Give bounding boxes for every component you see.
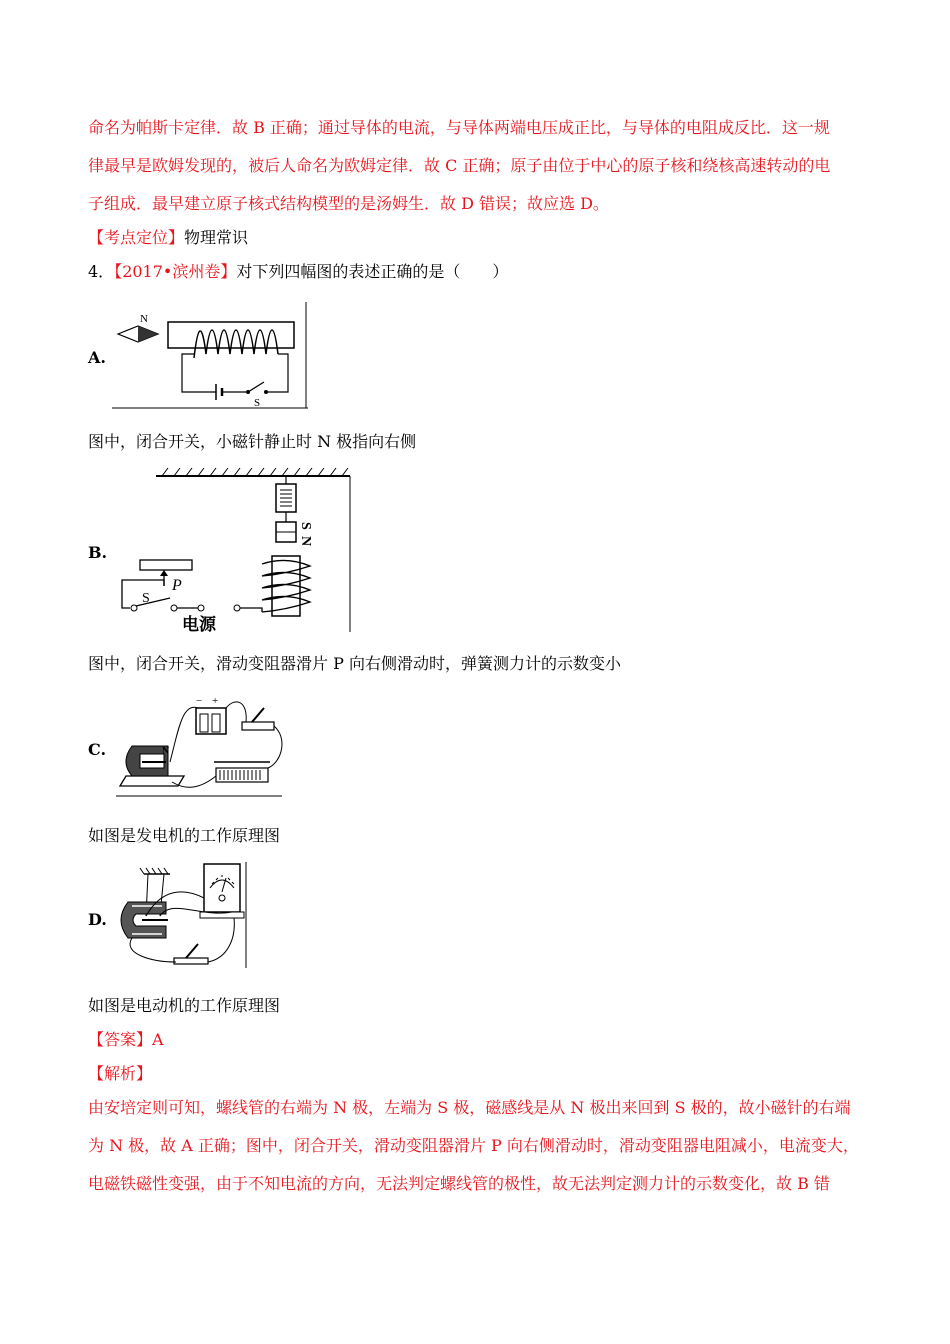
intro-explanation-line-3: 子组成．最早建立原子核式结构模型的是汤姆生．故 D 错误；故应选 D。 (88, 194, 609, 213)
switch-icon (174, 958, 208, 964)
battery-minus-label: − (196, 695, 203, 707)
switch-icon (248, 382, 264, 392)
option-a-figure (112, 298, 310, 410)
answer-line (88, 1030, 164, 1050)
answer-tag: 【答案】 (88, 1030, 153, 1049)
needle-n-label: N (140, 313, 148, 325)
option-d-figure (112, 858, 250, 970)
kaodian-tag: 【考点定位】 (88, 228, 185, 247)
analysis-line-3: 电磁铁磁性变强，由于不知电流的方向，无法判定螺线管的极性，故无法判定测力计的示数变化，故 B 错 (88, 1174, 830, 1193)
power-label: 电源 (182, 615, 216, 634)
option-d-label: D. (88, 910, 107, 929)
battery-plus-label: + (212, 695, 219, 707)
switch-label: S (142, 591, 150, 606)
kaodian-text: 物理常识 (184, 228, 249, 247)
magnet-base (120, 776, 184, 786)
switch-icon (242, 722, 274, 730)
kaodian-line (88, 228, 248, 248)
analysis-line-2: 为 N 极，故 A 正确；图中，闭合开关，滑动变阻器滑片 P 向右侧滑动时，滑动变阻器电阻减小，电流变大， (88, 1136, 859, 1155)
answer-value: A (152, 1030, 164, 1049)
analysis-line-1: 由安培定则可知，螺线管的右端为 N 极，左端为 S 极，磁感线是从 N 极出来回到 S 极的，故小磁针的右端 (88, 1098, 851, 1117)
analysis-tag: 【解析】 (88, 1064, 153, 1083)
power-terminal (234, 605, 240, 611)
option-b-figure (112, 464, 356, 634)
intro-explanation-line-2: 律最早是欧姆发现的，被后人命名为欧姆定律．故 C 正确；原子由位于中心的原子核和绕核高速转动的电 (88, 156, 831, 175)
magnet-s-label: S (298, 522, 313, 530)
magnet-n-label: N (298, 536, 313, 547)
power-terminal (198, 605, 204, 611)
option-c-caption: 如图是发电机的工作原理图 (88, 826, 281, 845)
magnet-n-label: N (162, 746, 170, 757)
option-c-label: C. (88, 740, 107, 759)
intro-explanation-line-1: 命名为帕斯卡定律．故 B 正确；通过导体的电流，与导体两端电压成正比，与导体的电阻成反比．这一规 (88, 118, 830, 137)
slider-p-label: P (172, 577, 182, 594)
option-b-label: B. (88, 543, 108, 562)
question-source: 【2017•滨州卷】 (114, 262, 237, 281)
option-a-caption: 图中，闭合开关，小磁针静止时 N 极指向右侧 (88, 432, 417, 451)
switch-s-label: S (254, 397, 261, 409)
rheostat (140, 560, 192, 570)
option-c-figure (112, 692, 284, 800)
option-a-label: A. (88, 348, 106, 367)
question-text: 对下列四幅图的表述正确的是（ ） (236, 262, 509, 281)
option-d-caption: 如图是电动机的工作原理图 (88, 996, 281, 1015)
question-stem (88, 262, 508, 282)
question-number: 4． (88, 262, 115, 281)
option-b-caption: 图中，闭合开关，滑动变阻器滑片 P 向右侧滑动时，弹簧测力计的示数变小 (88, 654, 621, 673)
galvanometer (204, 864, 240, 912)
